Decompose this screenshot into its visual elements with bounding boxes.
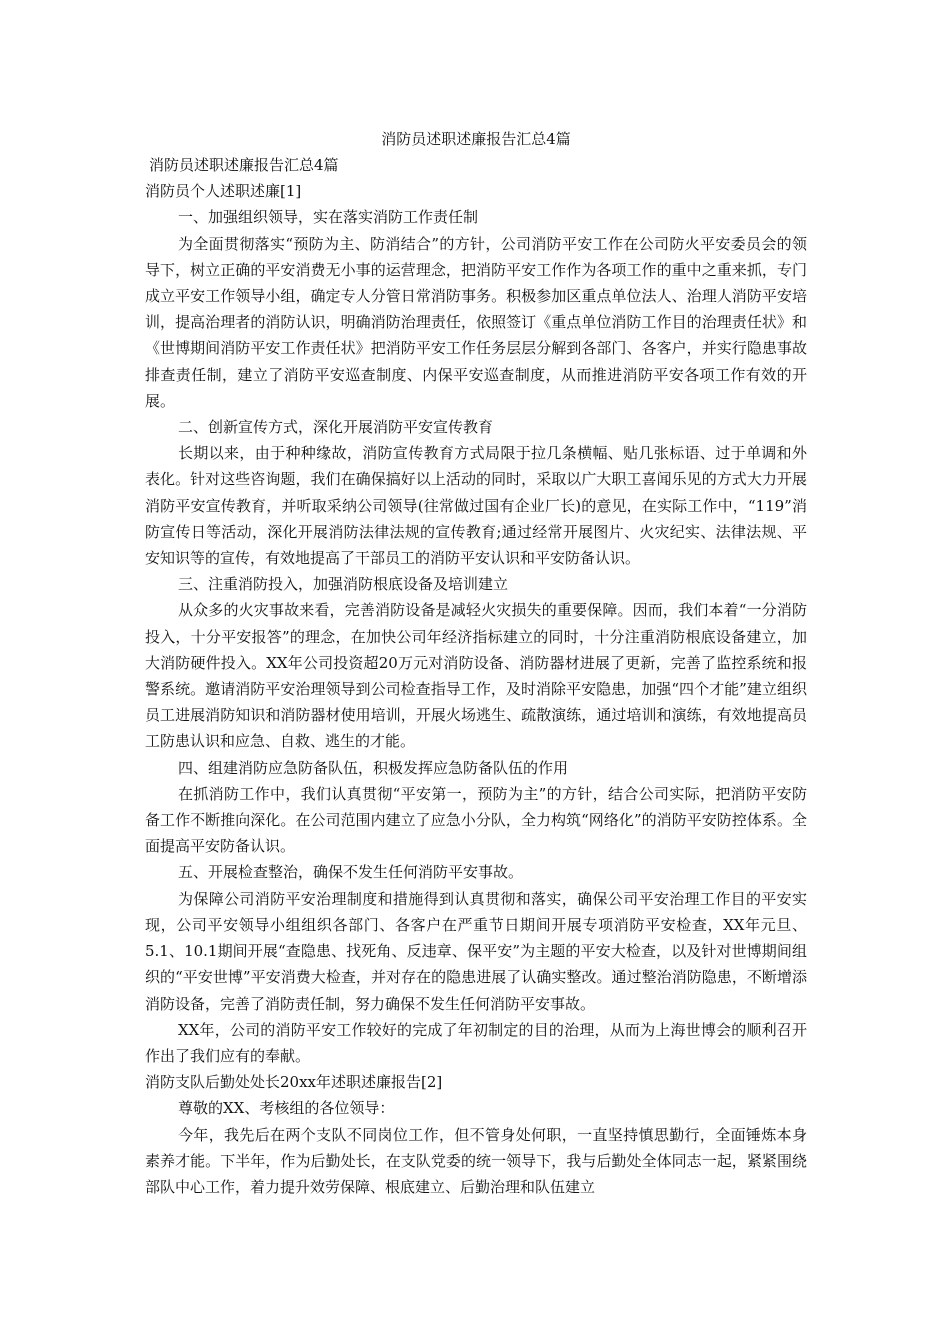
paragraph-2: 长期以来，由于种种缘故，消防宣传教育方式局限于拉几条横幅、贴几张标语、过于单调和外表化。针对这些咨询题，我们在确保搞好以上活动的同时，采取以广大职工喜闻乐见的方式大力开展消防平安宣传教育，并听取采纳公司领导(往常做过国有企业厂长)的意见，在实际工作中，“119”消防宣传日等活动，深化开展消防法律法规的宣传教育;通过经常开展图片、火灾纪实、法律法规、平安知识等的宣传，有效地提高了干部员工的消防平安认识和平安防备认识。 [145, 444, 807, 568]
paragraph-5: 为保障公司消防平安治理制度和措施得到认真贯彻和落实，确保公司平安治理工作目的平安实现，公司平安领导小组组织各部门、各客户在严重节日期间开展专项消防平安检查，XX年元旦、5.1、10.1期间开展“查隐患、找死角、反违章、保平安”为主题的平安大检查，以及针对世博期间组织的“平安世博”平安消费大检查，并对存在的隐患进展了认确实整改。通过整治消防隐患，不断增添消防设备，完善了消防责任制，努力确保不发生任何消防平安事故。 [145, 889, 807, 1013]
heading-2: 二、创新宣传方式，深化开展消防平安宣传教育 [178, 418, 494, 437]
paragraph-7: 今年，我先后在两个支队不同岗位工作，但不管身处何职，一直坚持慎思勤行，全面锤炼本身素养才能。下半年，作为后勤处长，在支队党委的统一领导下，我与后勤处全体同志一起，紧紧围绕部队中心工作，着力提升效劳保障、根底建立、后勤治理和队伍建立 [145, 1125, 807, 1196]
heading-3: 三、注重消防投入，加强消防根底设备及培训建立 [178, 575, 509, 594]
greeting: 尊敬的XX、考核组的各位领导： [178, 1099, 395, 1118]
section-title-2: 消防支队后勤处处长20xx年述职述廉报告[2] [145, 1073, 443, 1092]
paragraph-4: 在抓消防工作中，我们认真贯彻“平安第一，预防为主”的方针，结合公司实际，把消防平安防备工作不断推向深化。在公司范围内建立了应急小分队，全力构筑“网络化”的消防平安防控体系。全面提高平安防备认识。 [145, 784, 807, 856]
document-subtitle: 消防员述职述廉报告汇总4篇 [149, 156, 339, 174]
paragraph-6: XX年，公司的消防平安工作较好的完成了年初制定的目的治理，从而为上海世博会的顺利召开作出了我们应有的奉献。 [145, 1020, 807, 1065]
paragraph-1: 为全面贯彻落实“预防为主、防消结合”的方针，公司消防平安工作在公司防火平安委员会的领导下，树立正确的平安消费无小事的运营理念，把消防平安工作作为各项工作的重中之重来抓，专门成立平安工作领导小组，确定专人分管日常消防事务。积极参加区重点单位法人、治理人消防平安培训，提高治理者的消防认识，明确消防治理责任，依照签订《重点单位消防工作目的治理责任状》和《世博期间消防平安工作责任状》把消防平安工作任务层层分解到各部门、各客户，并实行隐患事故排查责任制，建立了消防平安巡查制度、内保平安巡查制度，从而推进消防平安各项工作有效的开展。 [145, 234, 807, 410]
heading-5: 五、开展检查整治，确保不发生任何消防平安事故。 [178, 863, 524, 882]
heading-4: 四、组建消防应急防备队伍，积极发挥应急防备队伍的作用 [178, 758, 569, 777]
paragraph-3: 从众多的火灾事故来看，完善消防设备是减轻火灾损失的重要保障。因而，我们本着“一分消防投入，十分平安报答”的理念，在加快公司年经济指标建立的同时，十分注重消防根底设备建立，加大消防硬件投入。XX年公司投资超20万元对消防设备、消防器材进展了更新，完善了监控系统和报警系统。邀请消防平安治理领导到公司检查指导工作，及时消除平安隐患，加强“四个才能”建立组织员工进展消防知识和消防器材使用培训，开展火场逃生、疏散演练，通过培训和演练，有效地提高员工防患认识和应急、自救、逃生的才能。 [145, 601, 807, 751]
document-title: 消防员述职述廉报告汇总4篇 [381, 130, 571, 148]
section-title-1: 消防员个人述职述廉[1] [145, 182, 302, 201]
heading-1: 一、加强组织领导，实在落实消防工作责任制 [178, 208, 479, 227]
document-body [145, 126, 807, 1200]
